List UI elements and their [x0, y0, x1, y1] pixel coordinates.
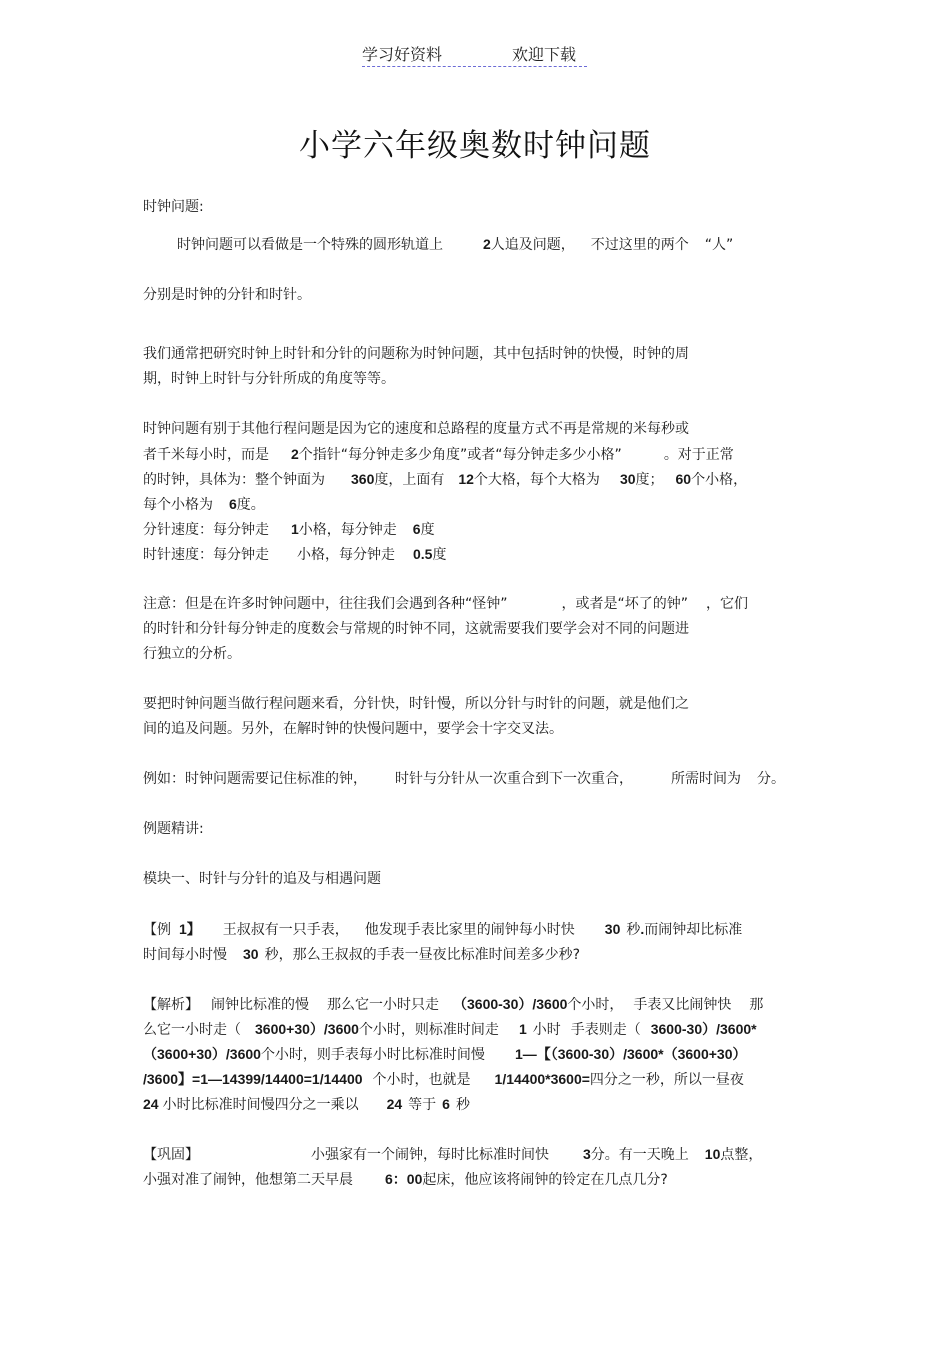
example-1-line-1: 【例 1】 王叔叔有一只手表， 他发现手表比家里的闹钟每小时快 30 秒.而闹钟却比标准 — [143, 921, 743, 938]
paragraph-4-line-2: 的时针和分针每分钟走的度数会与常规的时钟不同，这就需要我们要学会对不同的问题进 — [143, 621, 689, 637]
paragraph-3-line-3: 的时钟，具体为：整个钟面为 360度，上面有 12个大格，每个大格为 30度； 60个小格， — [143, 471, 748, 488]
paragraph-5-line-2: 间的追及问题。另外，在解时钟的快慢问题中，要学会十字交叉法。 — [143, 721, 563, 737]
practice-line-2: 小强对准了闹钟，他想第二天早晨 6：00起床，他应该将闹钟的铃定在几点几分? — [143, 1171, 668, 1188]
intro-line-1: 时钟问题可以看做是一个特殊的圆形轨道上 2人追及问题， 不过这里的两个 “人” — [177, 236, 734, 253]
paragraph-3-line-1: 时钟问题有别于其他行程问题是因为它的速度和总路程的度量方式不再是常规的米每秒或 — [143, 421, 689, 437]
solution-line-3: （3600+30）/3600个小时，则手表每小时比标准时间慢 1—【（3600-30）/3600*（3600+30） — [143, 1046, 747, 1063]
practice-line-1: 【巩固】 小强家有一个闹钟，每时比标准时间快 3分。有一天晚上 10点整， — [143, 1146, 763, 1163]
paragraph-4-line-1: 注意：但是在许多时钟问题中，往往我们会遇到各种“怪钟” ，或者是“坏了的钟” ，它们 — [143, 596, 749, 612]
paragraph-3-line-2: 者千米每小时，而是 2个指针“每分钟走多少角度”或者“每分钟走多少小格” 。对于正常 — [143, 446, 734, 463]
solution-line-1: 【解析】 闹钟比标准的慢 那么它一小时只走 （3600-30）/3600个小时， 手表又比闹钟快 那 — [143, 996, 764, 1013]
hour-hand-speed: 时针速度：每分钟走 小格，每分钟走 0.5度 — [143, 546, 447, 563]
page-header — [362, 42, 587, 67]
example-1-line-2: 时间每小时慢 30 秒，那么王叔叔的手表一昼夜比标准时间差多少秒? — [143, 946, 581, 963]
module-heading: 模块一、时针与分针的追及与相遇问题 — [143, 871, 381, 887]
solution-line-4: /3600】=1—14399/14400=1/14400 个小时，也就是 1/14400*3600=四分之一秒，所以一昼夜 — [143, 1071, 744, 1088]
paragraph-3-line-4: 每个小格为 6度。 — [143, 496, 265, 513]
paragraph-6: 例如：时钟问题需要记住标准的钟， 时针与分针从一次重合到下一次重合， 所需时间为 分。 — [143, 771, 785, 787]
examples-heading: 例题精讲: — [143, 821, 204, 837]
paragraph-5-line-1: 要把时钟问题当做行程问题来看，分针快，时针慢，所以分针与时针的问题，就是他们之 — [143, 696, 689, 712]
paragraph-2-line-1: 我们通常把研究时钟上时针和分针的问题称为时钟问题，其中包括时钟的快慢，时钟的周 — [143, 346, 689, 362]
solution-line-5: 24 小时比标准时间慢四分之一乘以 24 等于 6 秒 — [143, 1096, 470, 1113]
solution-line-2: 么它一小时走（ 3600+30）/3600个小时，则标准时间走 1 小时 手表则走（ 3600-30）/3600* — [143, 1021, 757, 1038]
document-title: 小学六年级奥数时钟问题 — [299, 128, 651, 164]
paragraph-2-line-2: 期，时钟上时针与分针所成的角度等等。 — [143, 371, 395, 387]
header-left-text: 学习好资料 — [362, 45, 443, 64]
header-right-text: 欢迎下载 — [512, 45, 577, 64]
intro-line-2: 分别是时钟的分针和时针。 — [143, 287, 311, 303]
minute-hand-speed: 分针速度：每分钟走 1小格，每分钟走 6度 — [143, 521, 435, 538]
paragraph-4-line-3: 行独立的分析。 — [143, 646, 241, 662]
section-label: 时钟问题: — [143, 199, 204, 215]
